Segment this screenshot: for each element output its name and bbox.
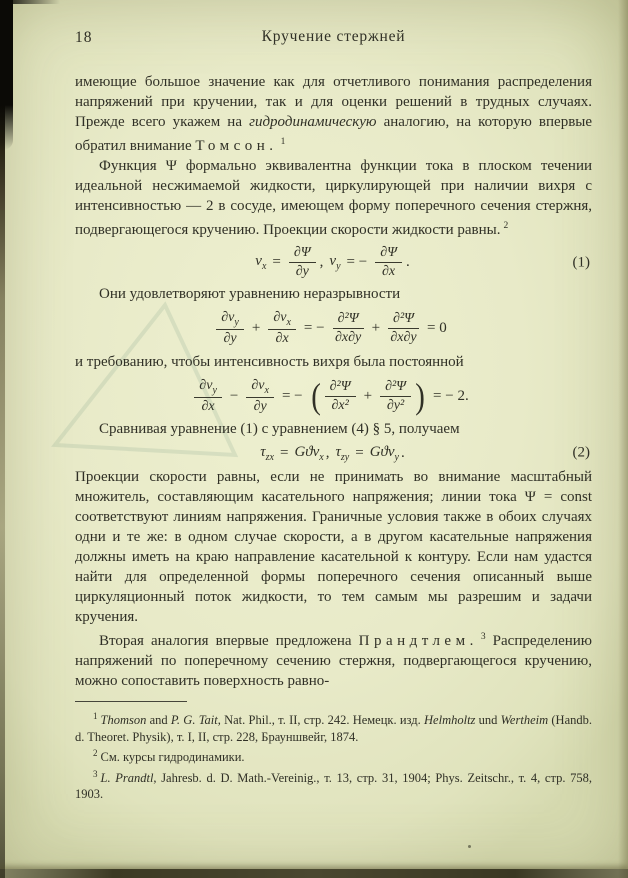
- math-var: ∂v: [273, 310, 287, 326]
- equation-expression: [192, 375, 474, 416]
- author-name: Thomson: [100, 713, 147, 728]
- fraction-numerator: [194, 378, 222, 398]
- equation-continuity: [75, 309, 592, 347]
- math-subscript: x: [264, 384, 269, 396]
- math-separator: ,: [325, 444, 330, 461]
- footnote-1-marker: 1: [93, 710, 98, 721]
- footnote-text: und: [475, 713, 501, 728]
- footnote-text: and: [146, 713, 171, 728]
- fraction-denominator: ∂x: [201, 398, 215, 414]
- equation-vorticity: [75, 377, 592, 415]
- fraction-denominator: ∂y²: [386, 397, 405, 413]
- math-operator: = −: [281, 387, 303, 404]
- math-subscript: zx: [265, 451, 274, 463]
- fraction-numerator: ∂²Ψ: [333, 311, 364, 329]
- footnote-separator: [75, 701, 187, 702]
- math-operator: = − 2.: [433, 387, 469, 404]
- fraction-numerator: ∂Ψ: [375, 245, 402, 263]
- math-subscript: zy: [340, 451, 350, 463]
- footnote-2-marker: 2: [93, 748, 98, 759]
- math-var: τ: [260, 443, 266, 460]
- fraction: [268, 310, 296, 347]
- math-term: [329, 253, 340, 272]
- math-subscript: y: [336, 261, 341, 273]
- math-operator: = −: [303, 320, 325, 337]
- fraction-denominator: ∂x: [382, 264, 396, 280]
- footnote-text: , Nat. Phil., т. II, стр. 242. Немецк. изд.: [217, 713, 425, 728]
- fraction-numerator: ∂²Ψ: [388, 311, 419, 329]
- running-head: Кручение стержней: [261, 28, 406, 45]
- scan-edge-top: [0, 0, 60, 4]
- fraction-denominator: ∂x²: [331, 397, 349, 413]
- fraction-numerator: ∂Ψ: [289, 245, 316, 263]
- math-operator: =: [272, 254, 281, 271]
- close-paren: ): [415, 375, 425, 416]
- fraction-numerator: [216, 310, 244, 330]
- fraction-denominator: ∂x∂y: [334, 330, 362, 346]
- italic-term: гидродинамическую: [249, 114, 377, 130]
- fraction: [194, 378, 222, 415]
- paragraph-text: Распределению напряжений по поперечному сечению стержня, подвергающегося кручению, можно сопоставить поверхность равно-: [75, 632, 592, 689]
- footnote-1: [75, 708, 592, 745]
- math-subscript: y: [212, 384, 217, 396]
- paragraph-prandtl: [75, 627, 592, 691]
- fraction: [380, 379, 411, 414]
- paragraph-text: Функция Ψ формально эквивалентна функции тока в плоском течении идеальной несжимаемой жидкости, циркулирующей при наличии вихря с интенсивностью — 2 в сосуде, имеющем форму поперечного сечения стержня, подвергающегося кручению. Проекции скорости жидкости равны.: [75, 158, 592, 238]
- math-operator: −: [229, 387, 239, 404]
- math-var: Gϑv: [294, 443, 320, 460]
- author-name: L. Prandtl: [100, 770, 154, 785]
- equation-2: [75, 444, 592, 463]
- math-var: Gϑv: [369, 443, 395, 460]
- math-var: ∂v: [221, 310, 235, 326]
- author-name: Helmholtz: [424, 713, 476, 728]
- math-operator: =: [279, 444, 289, 461]
- fraction: [216, 310, 244, 347]
- math-operator: +: [371, 320, 381, 337]
- math-var: ∂v: [199, 377, 213, 393]
- author-name: Wertheim: [500, 713, 549, 728]
- math-subscript: y: [234, 316, 239, 328]
- math-term: [294, 444, 323, 463]
- footnote-ref-3: 3: [480, 631, 486, 642]
- fraction: [375, 245, 402, 280]
- math-operator: +: [363, 387, 373, 404]
- paragraph-intro: [75, 72, 592, 156]
- equation-expression: [214, 310, 452, 347]
- footnote-ref-2: 2: [503, 221, 509, 231]
- open-paren: (: [310, 375, 321, 416]
- fraction-denominator: ∂y: [295, 264, 309, 280]
- fraction: [333, 311, 364, 346]
- scan-edge-right: [618, 0, 628, 878]
- scan-edge-bottom: [0, 869, 628, 878]
- fraction-denominator: ∂x∂y: [390, 330, 417, 346]
- equation-number-1: (1): [572, 254, 590, 271]
- equation-1: [75, 245, 592, 280]
- math-operator: = 0: [427, 320, 447, 337]
- math-term: [255, 253, 266, 272]
- math-var: v: [255, 253, 262, 270]
- footnote-text: (Handb. d. Theoret. Physik), т. I, II, стр. 228, Брауншвейг, 1874.: [75, 713, 592, 744]
- spaced-name-thomson: Томсон.: [195, 138, 278, 154]
- fraction-numerator: ∂²Ψ: [380, 379, 411, 397]
- math-operator: +: [251, 320, 261, 337]
- scan-corner-top-left: [0, 0, 13, 150]
- math-operator: = −: [346, 254, 368, 271]
- math-var: v: [329, 253, 337, 270]
- equation-2-expression: [260, 444, 407, 463]
- math-term: [370, 444, 399, 463]
- fraction: [246, 378, 274, 415]
- math-subscript: y: [394, 451, 399, 463]
- paragraph-text: имеющие большое значение как для отчетливого понимания распределения напряжений при кручении, так и для оценки решений в трудных случаях. Прежде всего укажем на: [75, 74, 592, 130]
- paragraph-vorticity-lead: и требованию, чтобы интенсивность вихря была постоянной: [75, 353, 464, 370]
- spaced-name-prandtl: Прандтлем.: [358, 632, 478, 649]
- math-period: .: [405, 254, 410, 271]
- fraction: [325, 379, 356, 414]
- paragraph-analogy-discussion: Проекции скорости равны, если не принимать во внимание масштабный множитель, составляющим касательного напряжения; линии тока Ψ = const соответствуют линиям напряжения. Граничные условия также в обоих случаях одни и те же: в одном случае скорости, а в другом касательные напряжения должны иметь на краю направление касательной к контуру. Если нам удастся найти для определенной формы поперечного сечения описанный выше циркуляционный поток жидкости, то тем самым мы разрешим и задачи кручения.: [75, 468, 592, 625]
- paragraph-stream-function: [75, 156, 592, 240]
- equation-1-expression: [255, 245, 411, 280]
- page-number: 18: [75, 29, 93, 46]
- page-content: [75, 28, 592, 803]
- fraction: [388, 311, 419, 346]
- equation-number-2: (2): [572, 444, 590, 461]
- footnote-2: [75, 745, 592, 766]
- page-header: [75, 28, 592, 50]
- math-period: .: [401, 444, 405, 461]
- paragraph-continuity-lead: Они удовлетворяют уравнению неразрывности: [99, 286, 401, 303]
- math-term: [336, 444, 350, 463]
- footnote-text: См. курсы гидродинамики.: [100, 750, 245, 765]
- math-subscript: x: [261, 261, 267, 273]
- dust-speck: [468, 845, 471, 848]
- paragraph-comparison-lead: Сравнивая уравнение (1) с уравнением (4) § 5, получаем: [99, 420, 460, 437]
- fraction-denominator: ∂x: [275, 331, 289, 347]
- math-term: [260, 444, 274, 463]
- math-subscript: x: [286, 316, 291, 328]
- footnote-3: [75, 766, 592, 803]
- paragraph-text: Вторая аналогия впервые предложена: [99, 632, 359, 649]
- fraction-denominator: ∂y: [253, 398, 267, 414]
- math-operator: =: [355, 444, 364, 461]
- math-subscript: x: [319, 451, 324, 463]
- fraction-numerator: [246, 378, 274, 398]
- math-separator: ,: [319, 254, 324, 271]
- paragraph-text: аналогию, на которую впервые обратил внимание: [75, 114, 593, 154]
- footnote-ref-1: 1: [280, 137, 286, 147]
- fraction-numerator: ∂²Ψ: [325, 379, 356, 397]
- fraction: [289, 245, 316, 280]
- math-var: ∂v: [251, 377, 265, 393]
- math-var: τ: [335, 443, 341, 460]
- author-name: P. G. Tait: [170, 713, 218, 728]
- footnote-3-marker: 3: [93, 768, 98, 779]
- fraction-denominator: ∂y: [223, 331, 237, 347]
- fraction-numerator: [268, 310, 296, 330]
- footnote-text: , Jahresb. d. D. Math.-Vereinig., т. 13, стр. 31, 1904; Phys. Zeitschr., т. 4, стр. 758, 1903.: [75, 770, 592, 802]
